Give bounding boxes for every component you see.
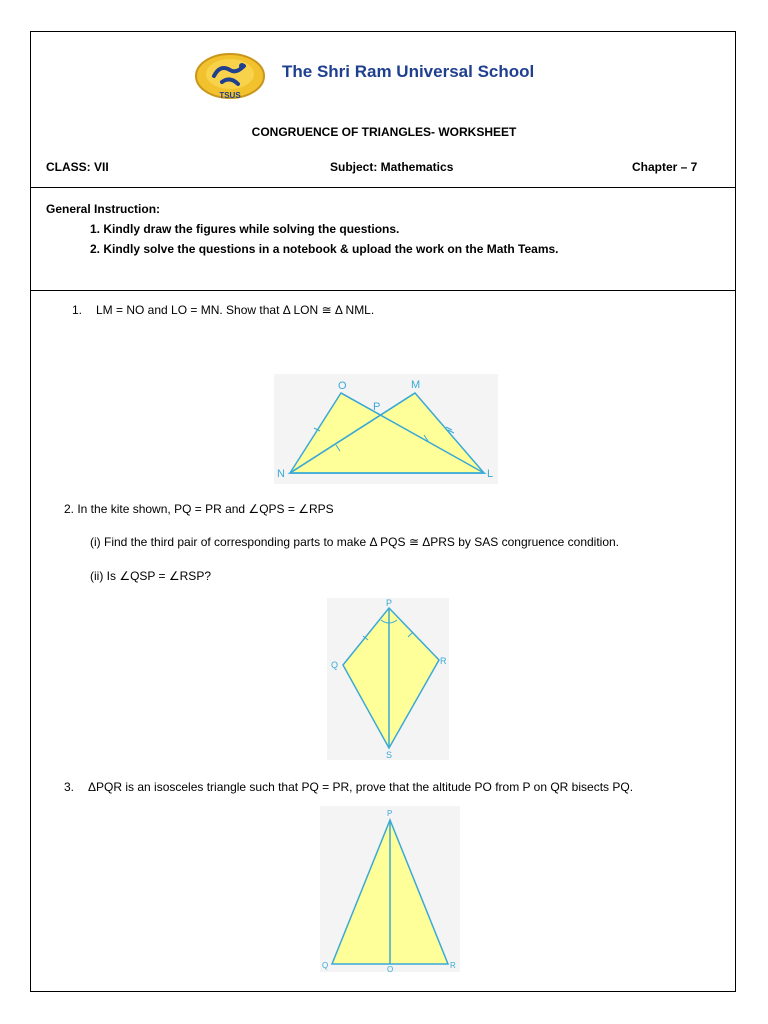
question-1-number: 1. [72, 303, 83, 317]
instruction-item: 2. Kindly solve the questions in a notebook & upload the work on the Math Teams. [90, 242, 559, 256]
chapter-label: Chapter – 7 [632, 160, 698, 174]
figure-kite [327, 598, 449, 760]
logo-text: TSUS [219, 91, 241, 100]
header-divider [30, 187, 736, 188]
fig2-label-s: S [386, 750, 393, 760]
instruction-item: 1. Kindly draw the figures while solving the questions. [90, 222, 400, 236]
fig3-label-q: Q [322, 961, 329, 970]
instructions-heading: General Instruction: [46, 202, 161, 216]
question-2-part-ii: (ii) Is ∠QSP = ∠RSP? [90, 569, 211, 583]
fig1-label-m: M [411, 379, 421, 391]
fig2-label-r: R [440, 656, 447, 666]
fig1-label-o: O [338, 380, 347, 392]
question-1-text: LM = NO and LO = MN. Show that Δ LON ≅ Δ NML. [96, 303, 375, 317]
figure-crossed-triangles [274, 374, 498, 484]
fig1-label-n: N [277, 468, 285, 480]
school-name: The Shri Ram Universal School [282, 62, 535, 81]
fig3-label-p: P [387, 809, 393, 818]
subject-label: Subject: Mathematics [330, 160, 454, 174]
class-label: CLASS: VII [46, 160, 109, 174]
fig2-label-p: P [386, 598, 393, 608]
fig1-label-p: P [373, 401, 381, 413]
instructions-divider [30, 290, 736, 291]
question-2-part-i: (i) Find the third pair of corresponding parts to make Δ PQS ≅ ΔPRS by SAS congruence condition. [90, 535, 620, 549]
school-logo [192, 52, 268, 102]
fig2-label-q: Q [331, 660, 339, 670]
fig3-label-o: O [387, 965, 394, 972]
question-3-number: 3. [64, 780, 75, 794]
question-3-text: ΔPQR is an isosceles triangle such that PQ = PR, prove that the altitude PO from P on QR bisects PQ. [88, 780, 634, 794]
fig3-label-r: R [450, 961, 456, 970]
worksheet-title: CONGRUENCE OF TRIANGLES- WORKSHEET [251, 125, 517, 139]
question-2-text: 2. In the kite shown, PQ = PR and ∠QPS = ∠RPS [64, 502, 334, 516]
figure-isosceles-triangle [320, 806, 460, 972]
fig1-label-l: L [487, 468, 494, 480]
